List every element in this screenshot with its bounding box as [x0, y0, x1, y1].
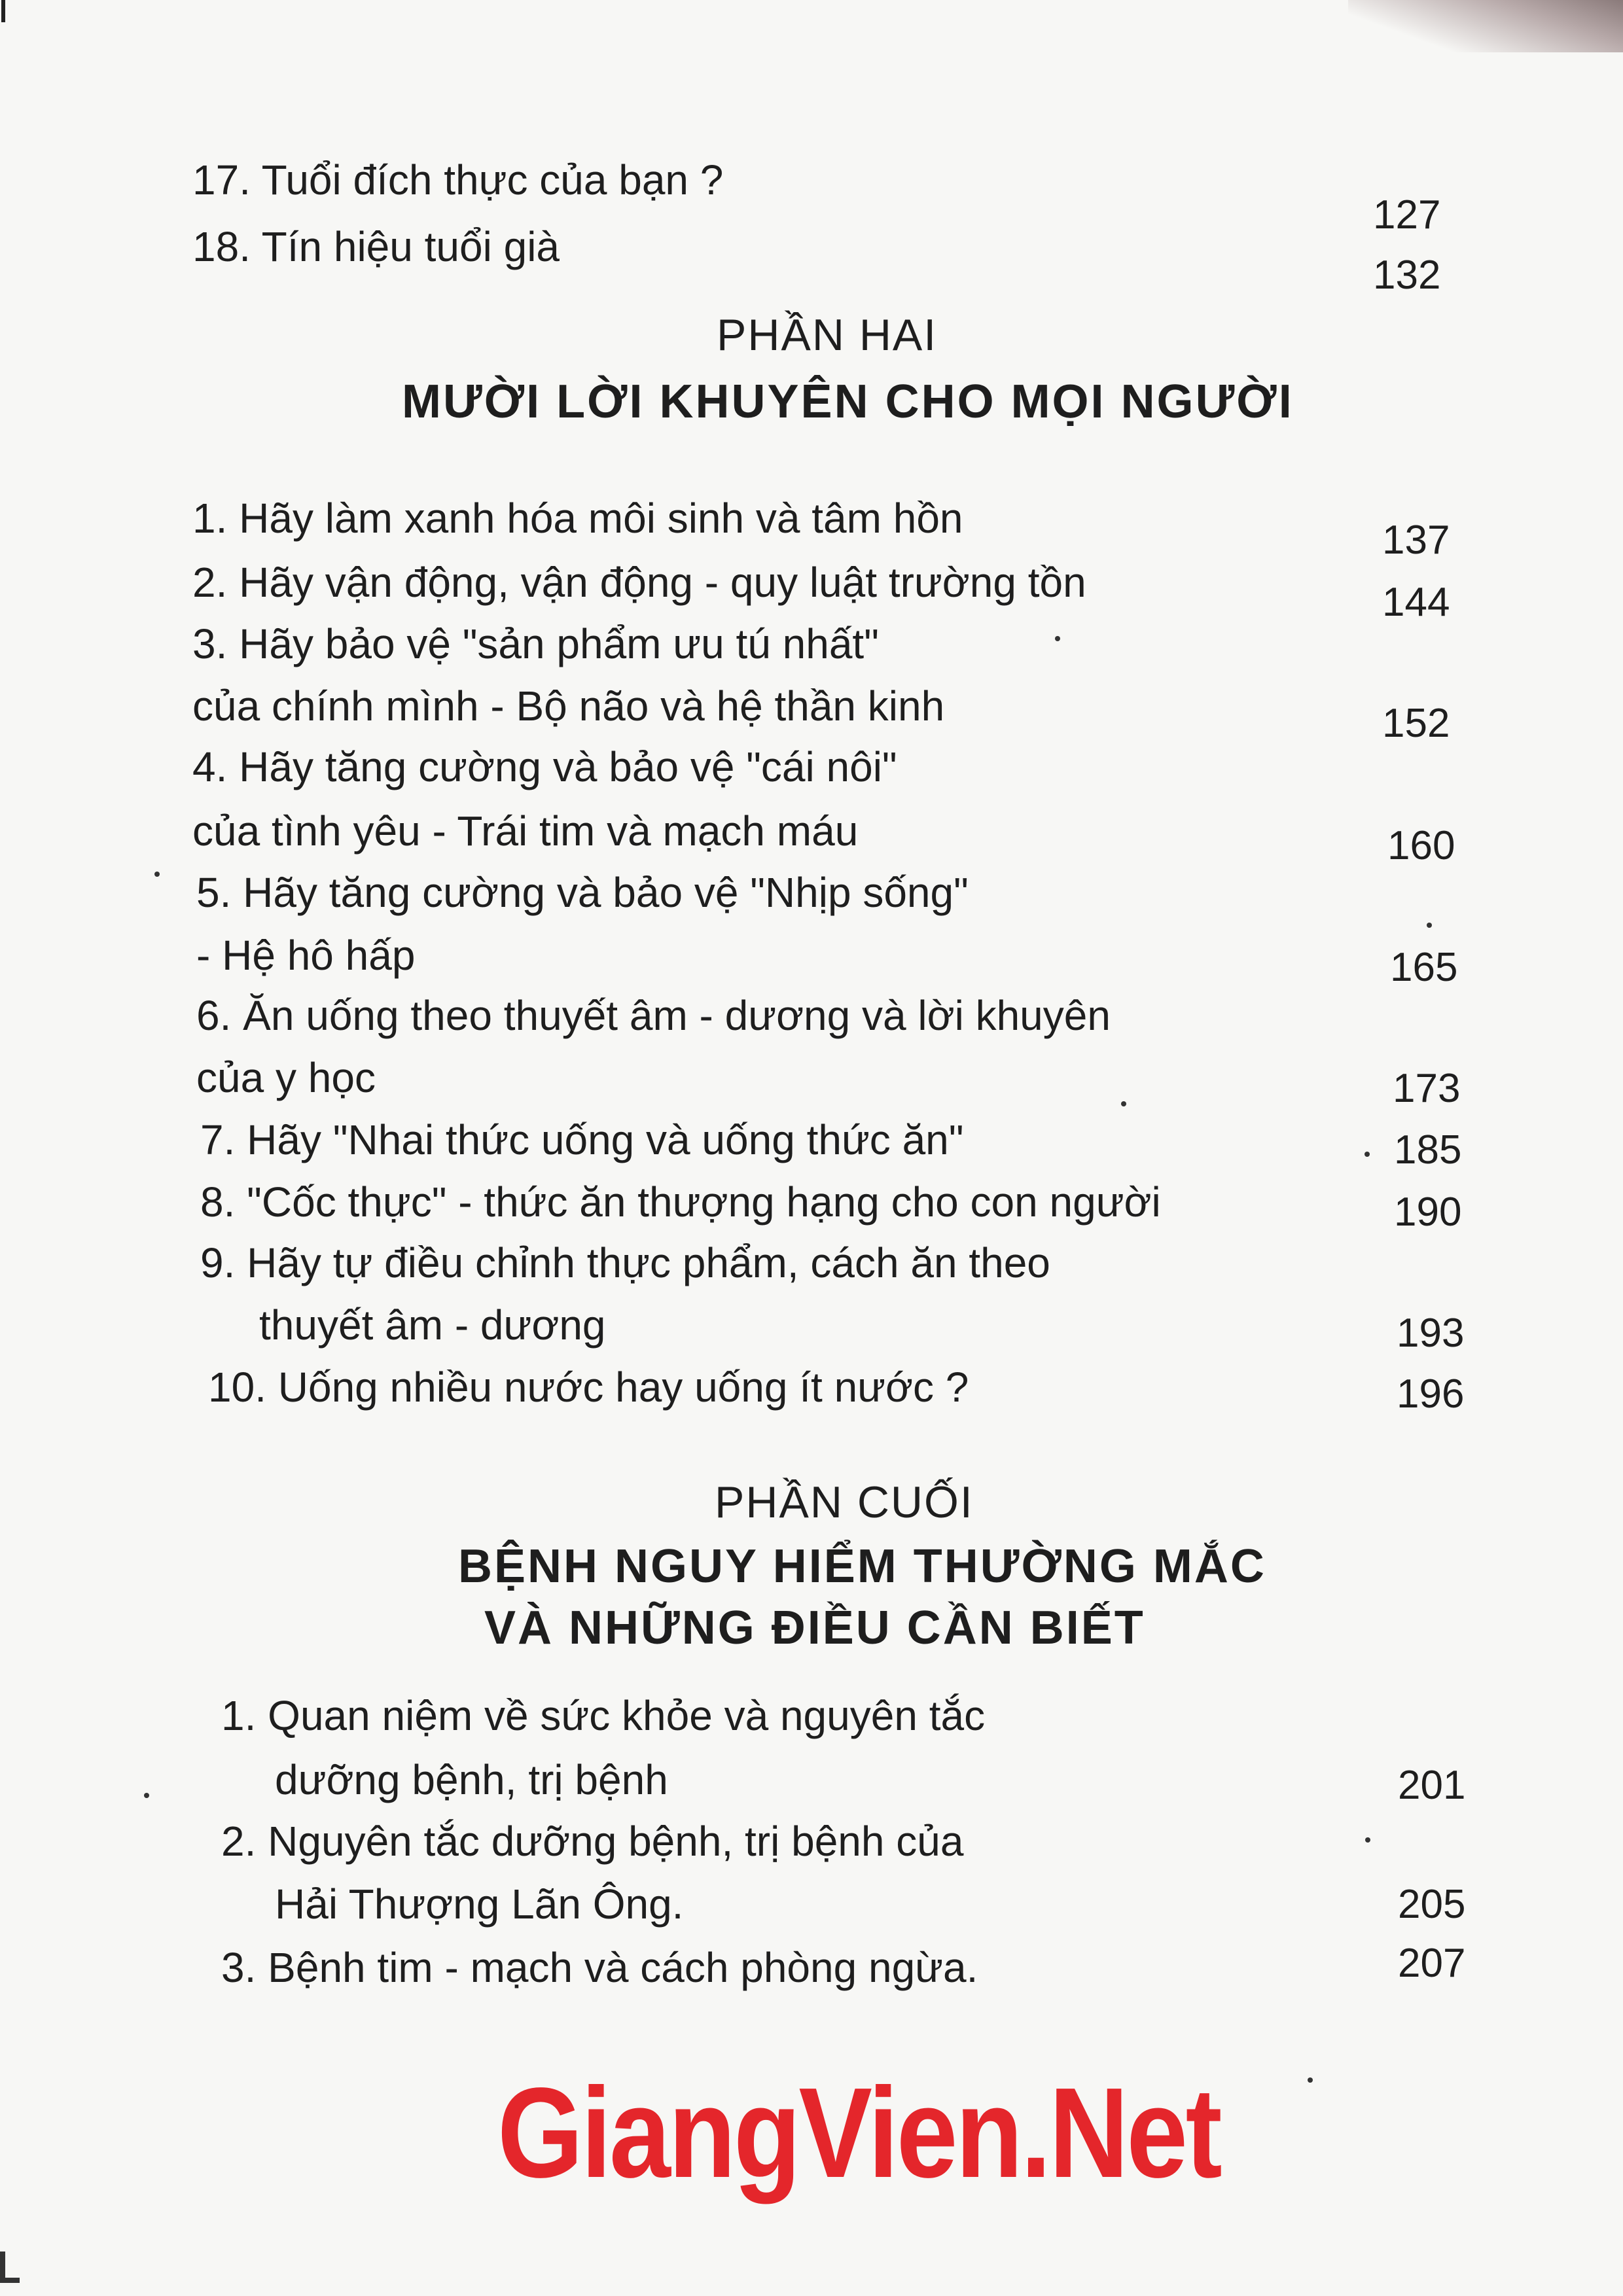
toc-entry-page: 137 [1382, 518, 1450, 563]
part-label: PHẦN HAI [717, 310, 938, 360]
toc-entry-text: của tình yêu - Trái tim và mạch máu [192, 807, 859, 855]
part-heading-line: BỆNH NGUY HIỂM THƯỜNG MẮC [458, 1540, 1266, 1593]
scan-speck [1121, 1101, 1126, 1106]
toc-entry-text: 6. Ăn uống theo thuyết âm - dương và lời khuyên [196, 992, 1111, 1039]
toc-entry-page: 132 [1373, 253, 1441, 298]
watermark-logo: GiangVien.Net [497, 2061, 1221, 2204]
scan-speck [1427, 923, 1432, 928]
toc-entry-text: 18. Tín hiệu tuổi già [192, 223, 560, 270]
toc-entry-text: - Hệ hô hấp [196, 932, 416, 979]
toc-entry-page: 207 [1398, 1941, 1466, 1986]
toc-entry-text: 7. Hãy "Nhai thức uống và uống thức ăn" [200, 1116, 964, 1163]
toc-entry-text: 17. Tuổi đích thực của bạn ? [192, 156, 724, 203]
scan-speck [1055, 636, 1060, 641]
toc-entry-text: 10. Uống nhiều nước hay uống ít nước ? [208, 1364, 969, 1411]
toc-entry-text: 8. "Cốc thực" - thức ăn thượng hạng cho con người [200, 1178, 1161, 1226]
scan-speck [1365, 1837, 1370, 1843]
toc-entry-page: 160 [1387, 823, 1455, 868]
toc-entry-text: 9. Hãy tự điều chỉnh thực phẩm, cách ăn theo [200, 1239, 1050, 1286]
toc-entry-page: 165 [1390, 945, 1458, 990]
scan-speck [144, 1793, 149, 1798]
toc-entry-page: 193 [1397, 1311, 1465, 1356]
toc-entry-page: 185 [1394, 1127, 1462, 1173]
toc-entry-text: 4. Hãy tăng cường và bảo vệ "cái nôi" [192, 743, 897, 790]
toc-entry-page: 173 [1393, 1066, 1461, 1111]
toc-entry-text: 1. Quan niệm về sức khỏe và nguyên tắc [221, 1692, 986, 1739]
scan-speck [154, 872, 160, 877]
toc-entry-text: của chính mình - Bộ não và hệ thần kinh [192, 682, 945, 730]
toc-entry-text: 1. Hãy làm xanh hóa môi sinh và tâm hồn [192, 495, 963, 542]
toc-entry-text: 2. Hãy vận động, vận động - quy luật trường tồn [192, 559, 1086, 606]
toc-entry-page: 205 [1398, 1882, 1466, 1927]
toc-entry-page: 196 [1397, 1371, 1465, 1417]
toc-entry-text: thuyết âm - dương [259, 1301, 606, 1349]
part-heading: MƯỜI LỜI KHUYÊN CHO MỌI NGƯỜI [402, 376, 1294, 428]
toc-entry-page: 201 [1398, 1763, 1466, 1808]
scan-corner-mark [0, 2278, 20, 2283]
scan-speck [1364, 1152, 1370, 1157]
toc-entry-text: 2. Nguyên tắc dưỡng bệnh, trị bệnh của [221, 1818, 964, 1865]
toc-entry-text: của y học [196, 1054, 376, 1101]
toc-entry-text: Hải Thượng Lãn Ông. [275, 1881, 684, 1928]
page-corner-shadow [1348, 0, 1623, 52]
scan-edge-mark [1, 0, 5, 22]
toc-entry-page: 190 [1394, 1190, 1462, 1235]
part-label: PHẦN CUỐI [715, 1477, 974, 1527]
toc-entry-page: 152 [1382, 701, 1450, 746]
toc-entry-text: 3. Bệnh tim - mạch và cách phòng ngừa. [221, 1944, 978, 1991]
scan-speck [1308, 2077, 1313, 2083]
toc-entry-text: 3. Hãy bảo vệ "sản phẩm ưu tú nhất" [192, 620, 879, 667]
toc-entry-page: 144 [1382, 580, 1450, 625]
part-heading-line: VÀ NHỮNG ĐIỀU CẦN BIẾT [484, 1602, 1145, 1654]
toc-entry-text: dưỡng bệnh, trị bệnh [275, 1756, 668, 1803]
toc-entry-page: 127 [1373, 192, 1441, 238]
toc-entry-text: 5. Hãy tăng cường và bảo vệ "Nhịp sống" [196, 869, 969, 916]
